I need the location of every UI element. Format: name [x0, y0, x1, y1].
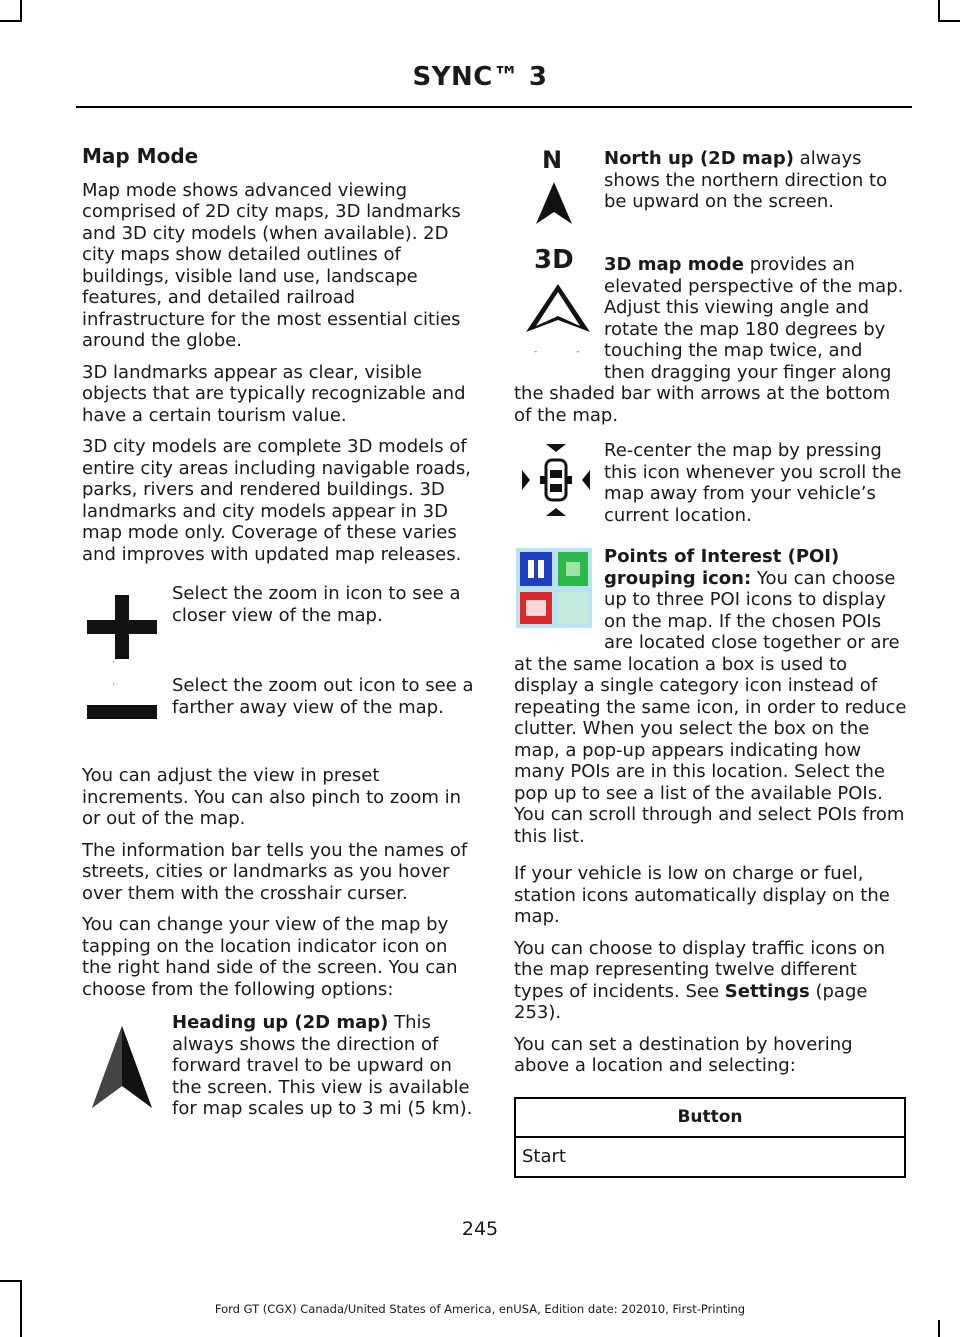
crop-mark-top-right: [938, 0, 940, 22]
preset-increments-paragraph: You can adjust the view in preset increments. You can also pinch to zoom in or out of the map.: [82, 765, 462, 829]
recenter-row: [514, 440, 909, 530]
information-bar-paragraph: The information bar tells you the names of streets, cities or landmarks as you hover over them with the crosshair curser.: [82, 839, 468, 904]
north-up-icon: [514, 148, 604, 228]
poi-grouping-icon: [514, 546, 604, 636]
settings-link[interactable]: Settings: [724, 980, 810, 1002]
mode-3d-title: 3D map mode: [604, 254, 745, 275]
zoom-out-text: Select the zoom out icon to see a farther away view of the map.: [172, 675, 474, 718]
mode-3d-block: [514, 245, 909, 426]
zoom-in-text: Select the zoom in icon to see a closer view of the map.: [172, 583, 461, 626]
right-column: [514, 148, 909, 1178]
recenter-icon: [514, 440, 604, 530]
mode-3d-text: provides an elevated perspective of the map. Adjust this viewing angle and rotate the map 180 degrees by touching the map twice, and then dragging your finger along the shaded bar with arrows at the bottom of the map.: [514, 254, 904, 426]
map-mode-paragraph: Map mode shows advanced viewing comprised of 2D city maps, 3D landmarks and 3D city models (when available). 2D city maps show detailed outlines of buildings, visible land use, landscape features, and detailed railroad infrastructure for the most essential cities around the globe.: [82, 179, 461, 351]
landmarks-paragraph: 3D landmarks appear as clear, visible objects that are typically recognizable and have a certain tourism value.: [82, 361, 466, 426]
poi-title: Points of Interest (POI) grouping icon:: [604, 546, 840, 589]
change-view-paragraph: You can change your view of the map by tapping on the location indicator icon on the right hand side of the screen. You can choose from the following options:: [82, 914, 458, 1000]
heading-up-title: Heading up (2D map): [172, 1012, 389, 1033]
traffic-text-b: (page 253).: [514, 980, 868, 1023]
crop-mark-top-right-h: [938, 20, 960, 22]
north-up-row: [514, 148, 909, 228]
north-label: N: [542, 146, 563, 174]
heading-up-row: [82, 1012, 477, 1120]
traffic-text-a: You can choose to display traffic icons on the map representing twelve different types of incidents. See: [514, 937, 886, 1002]
page-header: SYNC™ 3: [412, 62, 548, 92]
left-column: [82, 146, 477, 1130]
page-number: 245: [461, 1218, 499, 1240]
zoom-in-row: · · Select the zoom in icon to see a closer view of the map.: [82, 583, 477, 665]
destination-paragraph: You can set a destination by hovering above a location and selecting:: [514, 1033, 853, 1076]
zoom-out-row: [82, 675, 477, 745]
crop-mark-bottom-left-h: [0, 1280, 22, 1282]
mode-3d-label: 3D: [534, 245, 574, 275]
north-up-title: North up (2D map): [604, 148, 794, 169]
crop-mark-bottom-right: [938, 1320, 940, 1337]
section-title: Map Mode: [82, 144, 199, 168]
heading-up-text: This always shows the direction of forward travel to be upward on the screen. This view is available for map scales up to 3 mi (5 km).: [172, 1012, 473, 1119]
mode-3d-icon: 3D - -: [514, 254, 604, 364]
recenter-text: Re-center the map by pressing this icon whenever you scroll the map away from your vehicle’s current location.: [604, 440, 902, 526]
page-footer: Ford GT (CGX) Canada/United States of America, enUSA, Edition date: 202010, First-Printing: [214, 1302, 746, 1316]
north-up-description: [604, 148, 909, 213]
poi-block: [514, 546, 909, 847]
city-models-paragraph: 3D city models are complete 3D models of entire city areas including navigable roads, parks, rivers and rendered buildings. 3D landmarks and city models appear in 3D map mode only. Coverage of these varies and improves with updated map releases.: [82, 436, 471, 565]
button-table: [514, 1097, 906, 1178]
start-cell: Start: [515, 1137, 905, 1177]
poi-text: You can choose up to three POI icons to display on the map. If the chosen POIs are located close together or are at the same location a box is used to display a single category icon instead of repeating the same icon, in order to reduce clutter. When you select the box on the map, a pop-up appears indicating how many POIs are in this location. Select the pop up to see a list of the available POIs. You can scroll through and select POIs from this list.: [514, 567, 907, 847]
heading-up-description: [172, 1012, 477, 1120]
button-table-header: Button: [515, 1098, 905, 1138]
north-up-text: always shows the northern direction to be upward on the screen.: [604, 148, 888, 212]
header-rule: [76, 106, 912, 108]
traffic-paragraph: [514, 938, 909, 1024]
crop-mark-top-left: [20, 0, 22, 22]
table-row: [515, 1137, 905, 1177]
low-charge-paragraph: If your vehicle is low on charge or fuel, station icons automatically display on the map.: [514, 863, 890, 927]
crop-mark-top-left-h: [0, 20, 22, 22]
